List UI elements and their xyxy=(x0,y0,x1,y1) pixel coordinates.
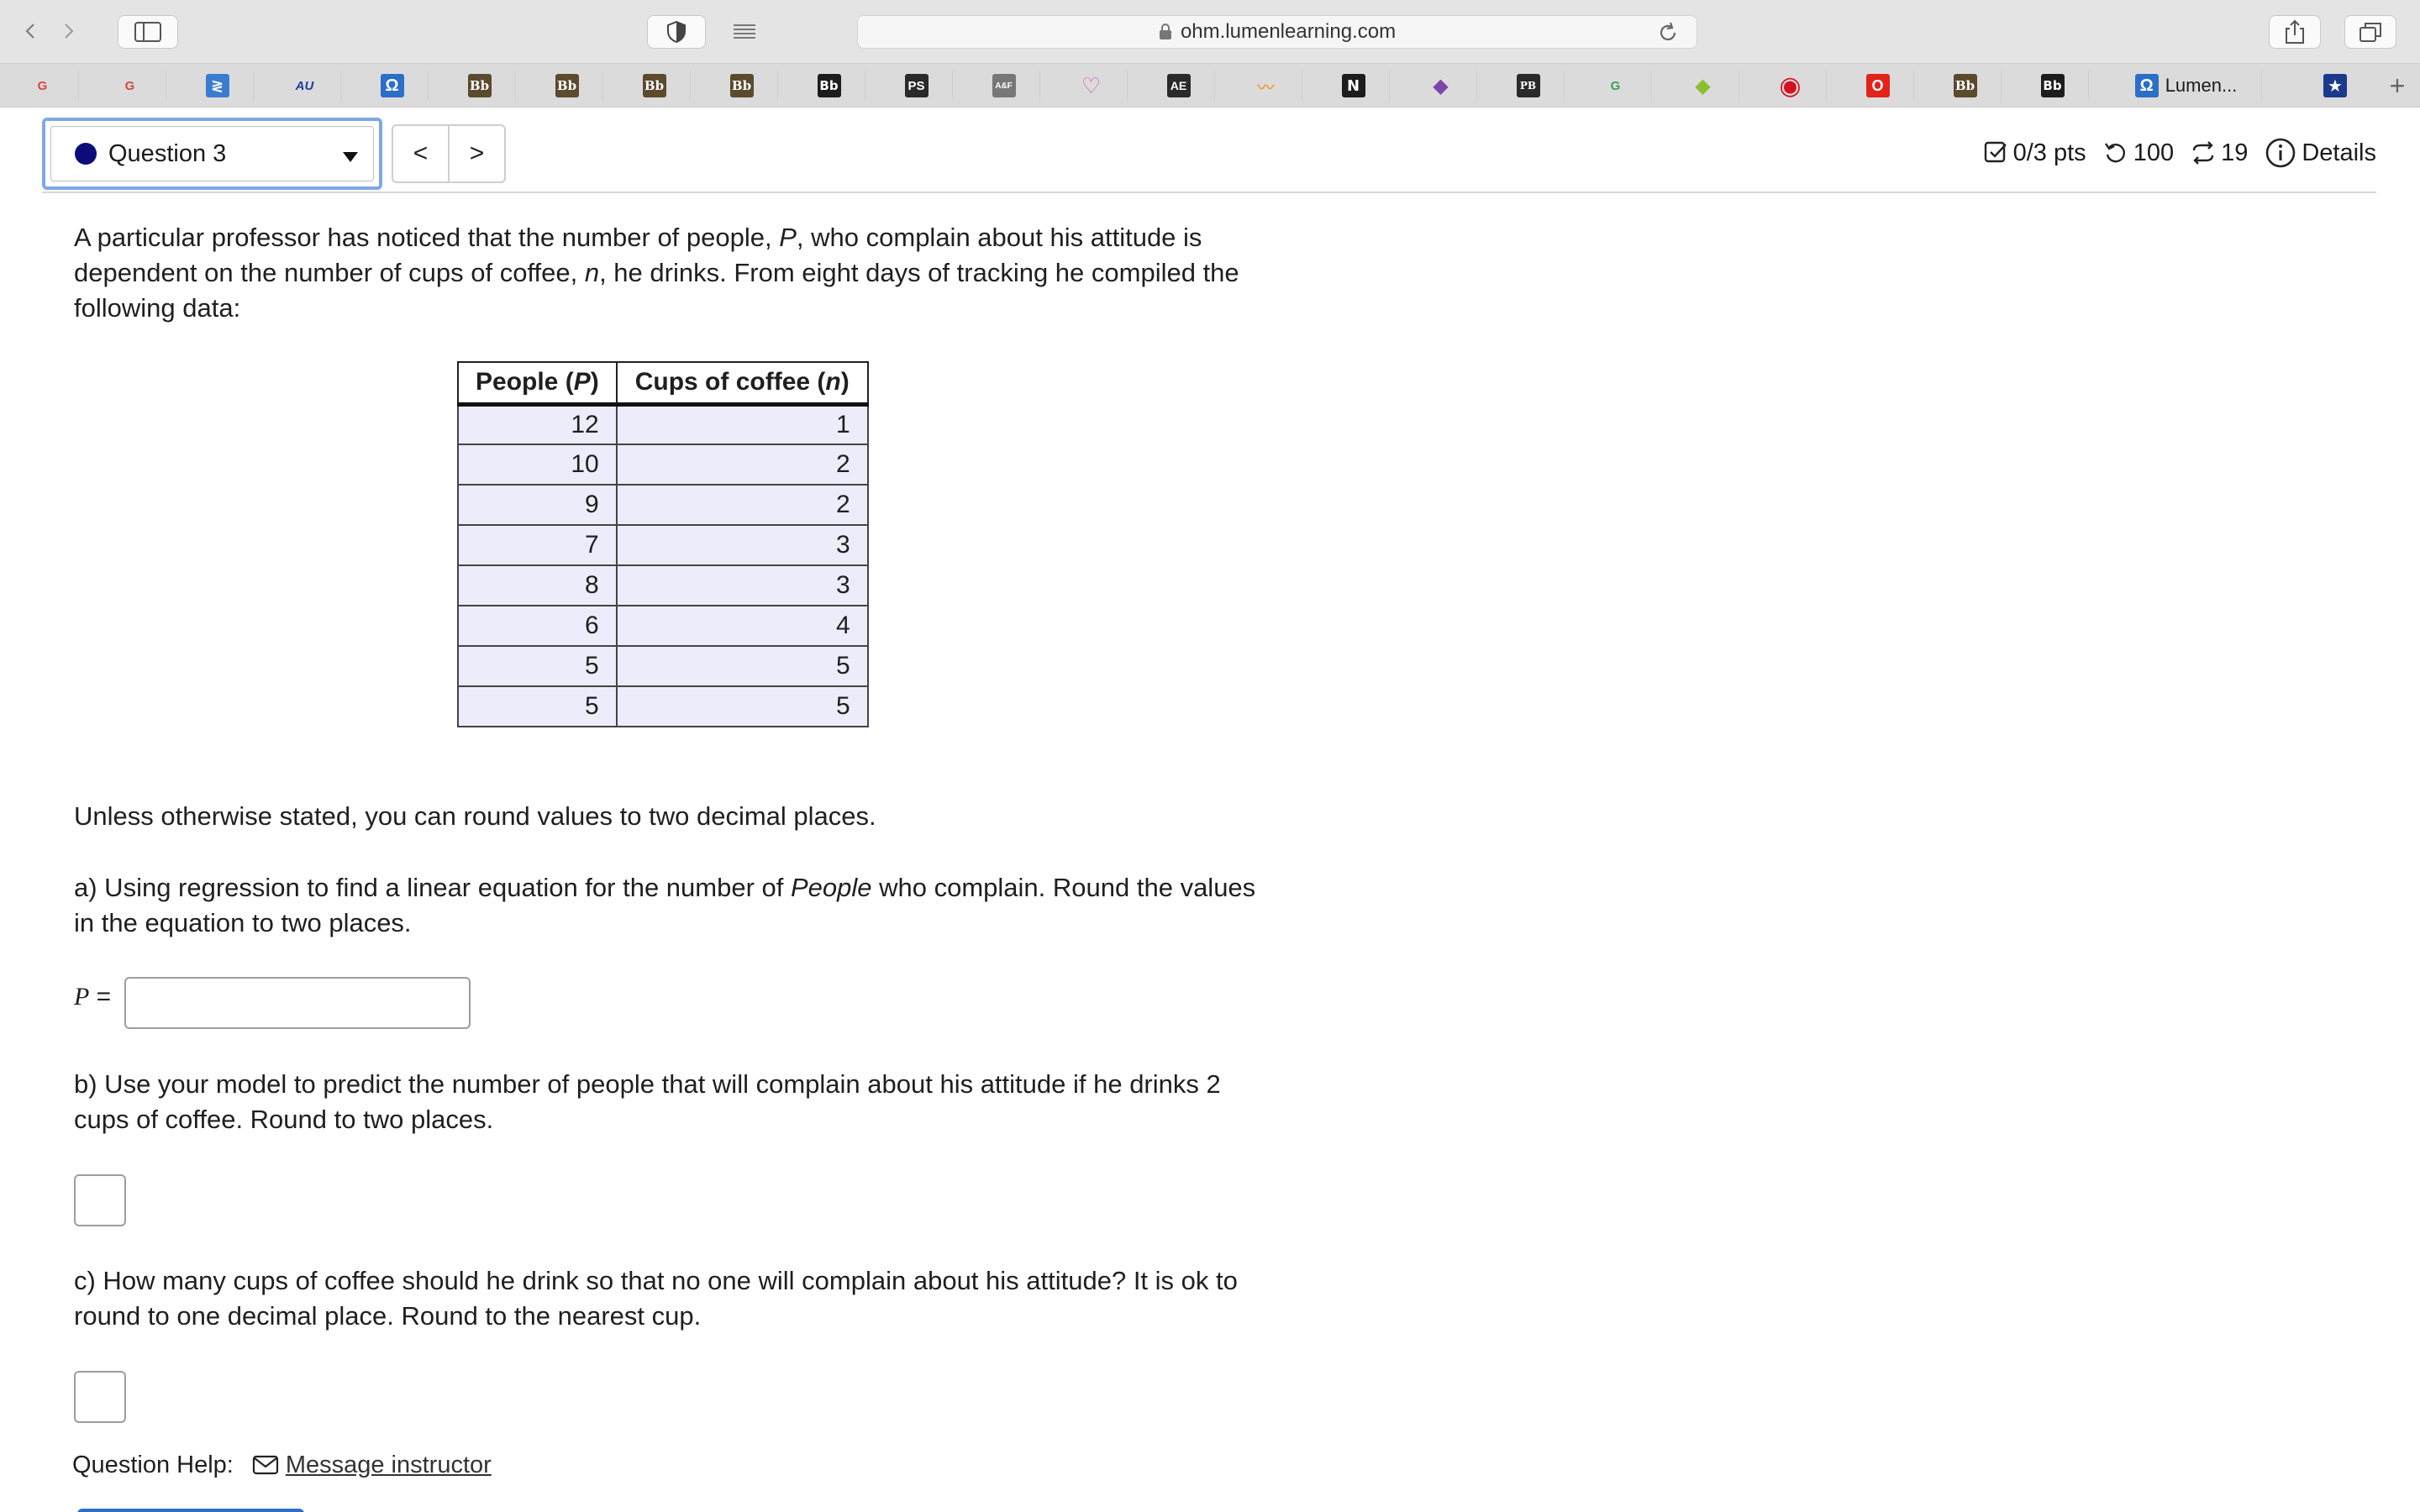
favorite-item[interactable] xyxy=(706,71,778,101)
bb-icon: Bb xyxy=(468,74,492,97)
table-cell: 3 xyxy=(617,565,868,606)
tab-overview-button[interactable] xyxy=(2344,15,2396,49)
favorite-item[interactable] xyxy=(968,71,1040,101)
part-a-prompt: a) Using regression to find a linear equation for the number of People who complain. Round the values in the equation to two places. xyxy=(74,873,1256,937)
bb-icon: Bb xyxy=(818,74,841,97)
favorite-item[interactable] xyxy=(269,71,341,101)
chevron-left-icon xyxy=(22,22,40,40)
table-cell: 7 xyxy=(458,525,617,565)
diamond-icon: ◆ xyxy=(1433,74,1449,97)
n-icon: N xyxy=(1342,74,1365,97)
google-g-icon: G xyxy=(124,78,135,93)
favorite-item[interactable] xyxy=(1405,71,1477,101)
favorite-item[interactable] xyxy=(182,71,254,101)
favorite-item[interactable] xyxy=(1318,71,1390,101)
column-header-cups: Cups of coffee (n) xyxy=(617,362,868,404)
table-cell: 12 xyxy=(458,404,617,444)
prev-question-button[interactable]: < xyxy=(413,139,429,167)
question-nav xyxy=(392,124,506,183)
omega-icon: Ω xyxy=(381,74,404,97)
shield-icon xyxy=(667,21,686,43)
target-icon: ◉ xyxy=(1779,71,1802,100)
details-button[interactable] xyxy=(2265,137,2376,169)
equation-label: P = xyxy=(74,983,112,1011)
sidebar-icon xyxy=(134,22,161,42)
google-g-icon: G xyxy=(1610,78,1621,93)
favorites-bar xyxy=(0,64,2420,108)
reader-view-button[interactable] xyxy=(719,15,770,49)
table-cell: 8 xyxy=(458,565,617,606)
status-dot-icon xyxy=(75,143,97,165)
share-icon xyxy=(2285,19,2305,45)
google-g-icon: G xyxy=(37,78,48,93)
favorite-item[interactable] xyxy=(356,71,429,101)
message-instructor-link[interactable]: Message instructor xyxy=(252,1452,492,1479)
part-c-prompt: c) How many cups of coffee should he drink so that no one will complain about his attitude? It is ok to round to one decimal place. Round to the nearest cup. xyxy=(74,1266,1238,1331)
wing-icon: 〰 xyxy=(1257,78,1275,97)
favorite-item[interactable] xyxy=(1667,71,1739,101)
favorite-item[interactable] xyxy=(1230,71,1302,101)
table-cell: 5 xyxy=(458,686,617,727)
red-o-icon: O xyxy=(1866,74,1890,97)
reload-icon[interactable] xyxy=(1656,21,1680,45)
address-bar[interactable] xyxy=(857,15,1697,49)
au-icon: AU xyxy=(295,78,314,93)
favorite-item[interactable] xyxy=(1754,71,1827,101)
share-button[interactable] xyxy=(2269,15,2321,49)
attempts-badge xyxy=(2103,139,2174,167)
favorite-item[interactable] xyxy=(94,71,166,101)
favorite-item[interactable] xyxy=(1580,71,1652,101)
question-help-label: Question Help: xyxy=(72,1451,234,1478)
lock-icon xyxy=(1159,24,1172,40)
pb-icon: PB xyxy=(1517,74,1540,97)
favorite-item[interactable] xyxy=(1929,71,2002,101)
points-text: 0/3 pts xyxy=(2012,139,2086,166)
table-cell: 3 xyxy=(617,525,868,565)
reader-icon xyxy=(732,23,757,41)
ae-icon: AE xyxy=(1167,74,1191,97)
favorite-lumen-label: Lumen... xyxy=(2165,75,2238,96)
bb-icon: Bb xyxy=(1954,74,1977,97)
table-row xyxy=(458,646,868,686)
tabs-icon xyxy=(2359,21,2382,43)
favorite-item[interactable] xyxy=(1055,71,1128,101)
forward-button[interactable] xyxy=(54,17,82,45)
new-tab-button[interactable]: + xyxy=(2389,70,2406,101)
mail-icon xyxy=(252,1454,281,1476)
table-cell: 4 xyxy=(617,606,868,646)
question-help xyxy=(72,1446,492,1483)
privacy-shield-button[interactable] xyxy=(647,15,706,49)
heart-icon: ♡ xyxy=(1081,72,1102,98)
url-text: ohm.lumenlearning.com xyxy=(1180,20,1397,43)
bb-icon: Bb xyxy=(555,74,579,97)
favorite-item[interactable] xyxy=(618,71,691,101)
favorite-item[interactable] xyxy=(1143,71,1215,101)
ps-icon: PS xyxy=(905,74,929,97)
table-header-row xyxy=(458,362,868,404)
attempts-text: 100 xyxy=(2133,139,2175,166)
equation-answer-input[interactable] xyxy=(124,977,471,1029)
omega-icon: Ω xyxy=(2135,74,2159,97)
star-icon: ★ xyxy=(2323,74,2347,97)
undo-icon xyxy=(2103,140,2128,165)
favorite-item[interactable] xyxy=(7,71,79,101)
table-cell: 2 xyxy=(617,485,868,525)
checkbox-icon xyxy=(1983,140,2008,165)
bb-icon: Bb xyxy=(730,74,754,97)
favorite-lumen[interactable] xyxy=(2111,71,2262,101)
table-cell: 1 xyxy=(617,404,868,444)
question-bar xyxy=(42,118,2376,193)
part-b-prompt: b) Use your model to predict the number of people that will complain about his attitude if he drinks 2 cups of coffee. Round to two places. xyxy=(74,1069,1221,1134)
question-select-label: Question 3 xyxy=(108,139,227,167)
table-cell: 2 xyxy=(617,444,868,485)
data-table xyxy=(457,361,869,727)
cups-answer-input[interactable] xyxy=(74,1371,126,1423)
table-cell: 5 xyxy=(617,686,868,727)
retry-icon xyxy=(2191,140,2216,165)
table-row xyxy=(458,485,868,525)
favorite-item[interactable] xyxy=(444,71,516,101)
prediction-answer-input[interactable] xyxy=(74,1174,126,1226)
favorite-item[interactable] xyxy=(531,71,603,101)
column-header-people: People (P) xyxy=(458,362,617,404)
table-row xyxy=(458,606,868,646)
chevron-right-icon xyxy=(59,22,77,40)
favorite-item[interactable] xyxy=(881,71,953,101)
favorite-item[interactable] xyxy=(1492,71,1565,101)
question-select[interactable] xyxy=(42,118,382,190)
rounding-note: Unless otherwise stated, you can round values to two decimal places. xyxy=(74,801,876,831)
sidebar-toggle-button[interactable] xyxy=(118,15,178,49)
info-icon xyxy=(2265,137,2296,169)
details-label: Details xyxy=(2302,139,2376,166)
table-cell: 9 xyxy=(458,485,617,525)
table-row xyxy=(458,404,868,444)
table-cell: 6 xyxy=(458,606,617,646)
favorite-item[interactable] xyxy=(793,71,865,101)
bookmark-icon: ≷ xyxy=(206,74,229,97)
question-info xyxy=(1971,134,2376,171)
versions-badge xyxy=(2191,139,2248,167)
submit-button[interactable] xyxy=(77,1509,304,1512)
table-row xyxy=(458,565,868,606)
favorite-item[interactable] xyxy=(2017,71,2089,101)
table-row xyxy=(458,525,868,565)
bb-icon: Bb xyxy=(2041,74,2065,97)
af-icon: A&F xyxy=(992,74,1016,97)
browser-toolbar xyxy=(0,0,2420,64)
table-row xyxy=(458,686,868,727)
next-question-button[interactable]: > xyxy=(448,126,504,181)
problem-intro: A particular professor has noticed that the number of people, P, who complain about his attitude is dependent on the number of cups of coffee, n, he drinks. From eight days of tracking he compiled the following data: xyxy=(74,223,1239,323)
versions-text: 19 xyxy=(2221,139,2249,166)
favorite-item[interactable] xyxy=(1842,71,1914,101)
table-row xyxy=(458,444,868,485)
caret-down-icon xyxy=(343,152,358,162)
table-cell: 5 xyxy=(458,646,617,686)
table-cell: 5 xyxy=(617,646,868,686)
table-cell: 10 xyxy=(458,444,617,485)
points-badge xyxy=(1983,139,2086,167)
diamond-icon: ◆ xyxy=(1695,74,1711,97)
bb-icon: Bb xyxy=(643,74,666,97)
back-button[interactable] xyxy=(17,17,45,45)
